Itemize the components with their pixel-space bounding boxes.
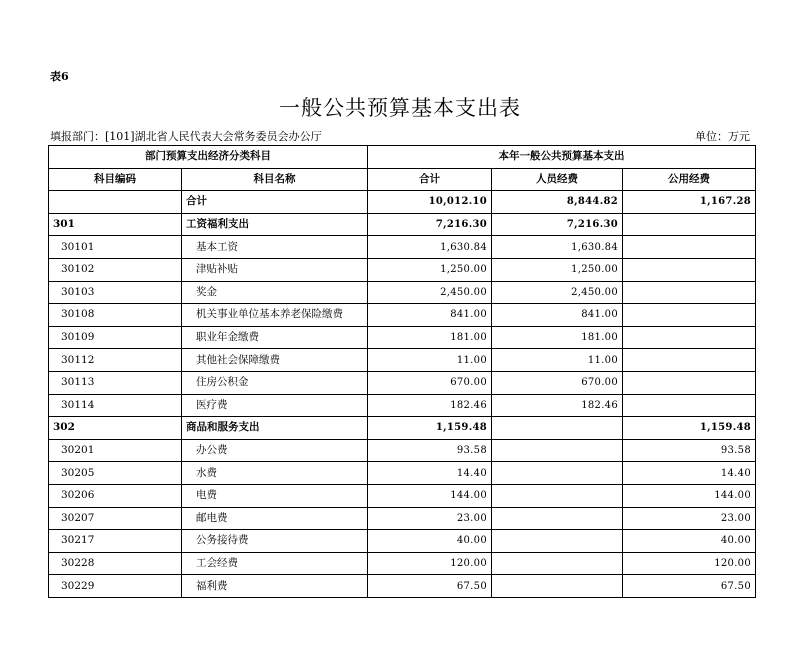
table-row [49, 507, 756, 530]
public-cell: 144.00 [623, 484, 756, 507]
name-cell: 基本工资 [182, 236, 368, 259]
personnel-cell: 8,844.82 [492, 191, 623, 214]
public-cell: 93.58 [623, 439, 756, 462]
code-cell: 30206 [49, 484, 182, 507]
table-row [49, 439, 756, 462]
code-cell: 30112 [49, 349, 182, 372]
personnel-cell: 182.46 [492, 394, 623, 417]
personnel-cell [492, 439, 623, 462]
total-cell: 181.00 [368, 326, 492, 349]
personnel-cell [492, 507, 623, 530]
public-cell: 67.50 [623, 575, 756, 598]
code-cell: 30108 [49, 304, 182, 327]
table-row [49, 484, 756, 507]
name-cell: 医疗费 [182, 394, 368, 417]
table-row [49, 462, 756, 485]
personnel-cell: 841.00 [492, 304, 623, 327]
code-cell: 30229 [49, 575, 182, 598]
code-cell: 30201 [49, 439, 182, 462]
name-cell: 机关事业单位基本养老保险缴费 [182, 304, 368, 327]
total-cell: 7,216.30 [368, 213, 492, 236]
table-row [49, 304, 756, 327]
total-cell: 23.00 [368, 507, 492, 530]
name-cell: 公务接待费 [182, 530, 368, 553]
total-cell: 93.58 [368, 439, 492, 462]
unit-label: 单位：万元 [695, 130, 750, 143]
public-cell: 23.00 [623, 507, 756, 530]
total-cell: 2,450.00 [368, 281, 492, 304]
personnel-cell [492, 530, 623, 553]
name-cell: 电费 [182, 484, 368, 507]
public-cell [623, 281, 756, 304]
public-cell [623, 213, 756, 236]
personnel-cell: 181.00 [492, 326, 623, 349]
total-cell: 182.46 [368, 394, 492, 417]
name-cell: 津贴补贴 [182, 258, 368, 281]
public-cell: 1,159.48 [623, 417, 756, 440]
header-personnel: 人员经费 [492, 168, 623, 191]
personnel-cell [492, 575, 623, 598]
name-cell: 福利费 [182, 575, 368, 598]
expenditure-table [48, 145, 756, 598]
code-cell: 30103 [49, 281, 182, 304]
code-cell: 30101 [49, 236, 182, 259]
name-cell: 工会经费 [182, 552, 368, 575]
header-public: 公用经费 [623, 168, 756, 191]
public-cell: 120.00 [623, 552, 756, 575]
name-cell: 合计 [182, 191, 368, 214]
name-cell: 办公费 [182, 439, 368, 462]
table-tag: 表6 [50, 70, 69, 83]
code-cell: 30228 [49, 552, 182, 575]
code-cell: 302 [49, 417, 182, 440]
code-cell: 301 [49, 213, 182, 236]
table-row [49, 417, 756, 440]
public-cell [623, 394, 756, 417]
name-cell: 职业年金缴费 [182, 326, 368, 349]
public-cell: 1,167.28 [623, 191, 756, 214]
table-row [49, 394, 756, 417]
table-body [49, 191, 756, 598]
dept-label: 填报部门：[101]湖北省人民代表大会常务委员会办公厅 [50, 130, 322, 143]
total-cell: 120.00 [368, 552, 492, 575]
total-cell: 1,630.84 [368, 236, 492, 259]
personnel-cell: 1,630.84 [492, 236, 623, 259]
code-cell: 30217 [49, 530, 182, 553]
code-cell: 30114 [49, 394, 182, 417]
total-cell: 670.00 [368, 371, 492, 394]
code-cell [49, 191, 182, 214]
total-cell: 1,250.00 [368, 258, 492, 281]
personnel-cell [492, 484, 623, 507]
header-code: 科目编码 [49, 168, 182, 191]
table-row [49, 326, 756, 349]
name-cell: 水费 [182, 462, 368, 485]
public-cell [623, 304, 756, 327]
name-cell: 邮电费 [182, 507, 368, 530]
table-row [49, 281, 756, 304]
table-row [49, 236, 756, 259]
personnel-cell: 1,250.00 [492, 258, 623, 281]
personnel-cell: 11.00 [492, 349, 623, 372]
total-cell: 67.50 [368, 575, 492, 598]
table-row [49, 530, 756, 553]
total-cell: 14.40 [368, 462, 492, 485]
table-row [49, 371, 756, 394]
code-cell: 30113 [49, 371, 182, 394]
total-cell: 11.00 [368, 349, 492, 372]
table-row [49, 258, 756, 281]
name-cell: 奖金 [182, 281, 368, 304]
header-group-right: 本年一般公共预算基本支出 [368, 146, 756, 169]
total-cell: 40.00 [368, 530, 492, 553]
name-cell: 商品和服务支出 [182, 417, 368, 440]
name-cell: 工资福利支出 [182, 213, 368, 236]
personnel-cell: 670.00 [492, 371, 623, 394]
public-cell [623, 349, 756, 372]
table-row [49, 552, 756, 575]
total-cell: 841.00 [368, 304, 492, 327]
table-row [49, 213, 756, 236]
total-cell: 144.00 [368, 484, 492, 507]
personnel-cell [492, 552, 623, 575]
total-cell: 10,012.10 [368, 191, 492, 214]
personnel-cell [492, 417, 623, 440]
page-title: 一般公共预算基本支出表 [279, 96, 521, 120]
public-cell: 40.00 [623, 530, 756, 553]
public-cell [623, 326, 756, 349]
code-cell: 30205 [49, 462, 182, 485]
personnel-cell: 7,216.30 [492, 213, 623, 236]
personnel-cell [492, 462, 623, 485]
code-cell: 30109 [49, 326, 182, 349]
table-row [49, 349, 756, 372]
table-row [49, 191, 756, 214]
code-cell: 30207 [49, 507, 182, 530]
personnel-cell: 2,450.00 [492, 281, 623, 304]
public-cell [623, 236, 756, 259]
public-cell: 14.40 [623, 462, 756, 485]
code-cell: 30102 [49, 258, 182, 281]
total-cell: 1,159.48 [368, 417, 492, 440]
header-name: 科目名称 [182, 168, 368, 191]
name-cell: 住房公积金 [182, 371, 368, 394]
header-total: 合计 [368, 168, 492, 191]
public-cell [623, 371, 756, 394]
table-row [49, 575, 756, 598]
name-cell: 其他社会保障缴费 [182, 349, 368, 372]
header-group-left: 部门预算支出经济分类科目 [49, 146, 368, 169]
public-cell [623, 258, 756, 281]
